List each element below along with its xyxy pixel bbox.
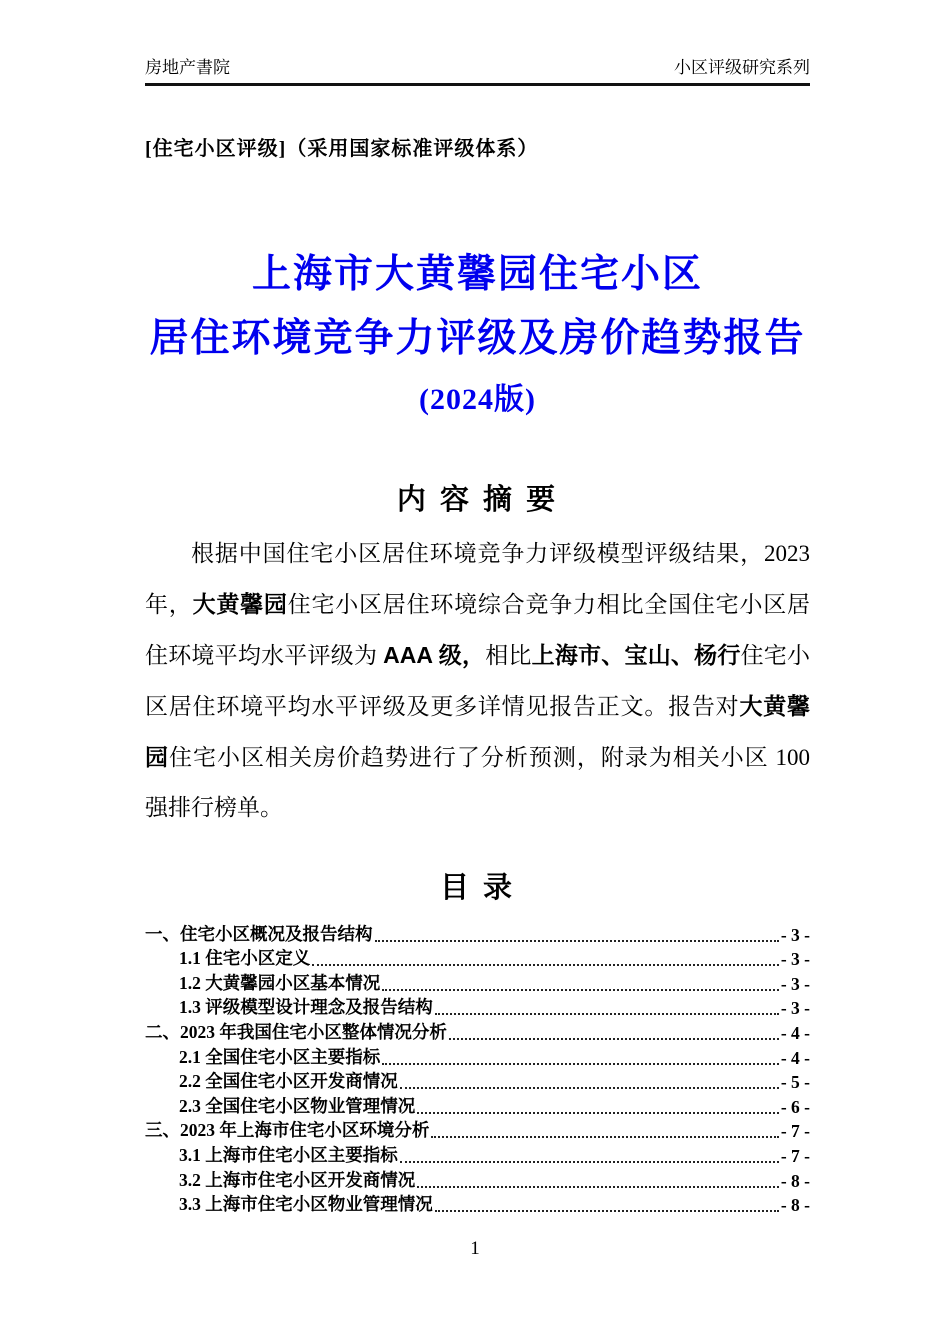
- toc-entry-label: 三、2023 年上海市住宅小区环境分析: [145, 1120, 430, 1141]
- abstract-text-run: 住宅小区居住环境平均水平评级及更多详情见报告正文。报告对: [145, 643, 811, 719]
- toc-entry-label: 3.2 上海市住宅小区开发商情况: [179, 1169, 416, 1190]
- toc-entry: [145, 921, 810, 946]
- toc-entry-label: 2.3 全国住宅小区物业管理情况: [179, 1095, 416, 1116]
- toc-heading: 目 录: [439, 872, 516, 904]
- toc-entry: [145, 995, 810, 1020]
- toc-entry-page: - 8 -: [780, 1170, 810, 1191]
- abstract-heading: 内 容 摘 要: [396, 484, 559, 516]
- toc-entry-page: - 4 -: [780, 1047, 810, 1068]
- abstract-text-run: 相比: [485, 643, 532, 668]
- toc-entry: [145, 1069, 810, 1094]
- toc-entry: [145, 1192, 810, 1217]
- toc-list: [145, 921, 810, 1216]
- abstract-bold-run: 大黄馨园: [145, 693, 811, 770]
- toc-entry-label: 1.2 大黄馨园小区基本情况: [179, 972, 381, 993]
- report-title-line1: 上海市大黄馨园住宅小区: [251, 253, 703, 296]
- page-header: [145, 57, 810, 86]
- abstract-text-run: 住宅小区居住环境综合竞争力相比全国住宅小区居住环境平均水平评级为: [145, 592, 811, 668]
- abstract-paragraph: [145, 529, 810, 833]
- abstract-text-run: 住宅小区相关房价趋势进行了分析预测，附录为相关小区 100 强排行榜单。: [145, 745, 811, 820]
- toc-entry-page: - 3 -: [780, 924, 810, 945]
- rating-system-tagline: [住宅小区评级]（采用国家标准评级体系）: [145, 138, 539, 160]
- toc-entry-label: 二、2023 年我国住宅小区整体情况分析: [145, 1021, 447, 1042]
- abstract-bold-run: AAA 级，: [383, 642, 486, 668]
- toc-entry-label: 2.1 全国住宅小区主要指标: [179, 1046, 381, 1067]
- toc-dotted-leader: [431, 1136, 778, 1138]
- toc-entry-page: - 5 -: [780, 1072, 810, 1093]
- toc-entry-page: - 4 -: [780, 1022, 810, 1043]
- toc-dotted-leader: [417, 1186, 779, 1188]
- toc-entry-label: 1.3 评级模型设计理念及报告结构: [179, 997, 433, 1018]
- toc-entry-page: - 8 -: [780, 1195, 810, 1216]
- toc-dotted-leader: [312, 964, 779, 966]
- toc-dotted-leader: [449, 1038, 779, 1040]
- toc-entry: [145, 1044, 810, 1069]
- toc-dotted-leader: [400, 1087, 779, 1089]
- toc-entry-label: 一、住宅小区概况及报告结构: [145, 923, 373, 944]
- toc-entry-page: - 3 -: [780, 998, 810, 1019]
- toc-entry: [145, 1093, 810, 1118]
- report-title-line2: 居住环境竞争力评级及房价趋势报告: [149, 317, 806, 360]
- toc-entry-label: 1.1 住宅小区定义: [179, 948, 311, 969]
- toc-entry: [145, 1118, 810, 1143]
- header-right-text: 小区评级研究系列: [674, 58, 810, 77]
- report-title: [145, 243, 810, 423]
- toc-entry-label: 3.1 上海市住宅小区主要指标: [179, 1144, 398, 1165]
- header-left-text: 房地产書院: [145, 58, 230, 77]
- toc-entry-page: - 3 -: [780, 973, 810, 994]
- toc-dotted-leader: [375, 940, 779, 942]
- toc-dotted-leader: [382, 1063, 779, 1065]
- toc-entry: [145, 970, 810, 995]
- toc-entry: [145, 946, 810, 971]
- toc-entry-page: - 3 -: [780, 949, 810, 970]
- report-title-edition: (2024版): [419, 383, 536, 416]
- toc-entry-page: - 6 -: [780, 1096, 810, 1117]
- abstract-bold-run: 上海市、宝山、杨行: [531, 642, 741, 668]
- toc-entry: [145, 1019, 810, 1044]
- toc-dotted-leader: [435, 1210, 779, 1212]
- toc-entry: [145, 1167, 810, 1192]
- toc-dotted-leader: [382, 989, 779, 991]
- toc-dotted-leader: [417, 1112, 779, 1114]
- toc-entry: [145, 1142, 810, 1167]
- page-number: 1: [470, 1238, 480, 1259]
- toc-entry-page: - 7 -: [780, 1121, 810, 1142]
- toc-dotted-leader: [435, 1013, 779, 1015]
- toc-entry-page: - 7 -: [780, 1145, 810, 1166]
- toc-entry-label: 3.3 上海市住宅小区物业管理情况: [179, 1194, 433, 1215]
- toc-entry-label: 2.2 全国住宅小区开发商情况: [179, 1071, 398, 1092]
- toc-dotted-leader: [400, 1161, 779, 1163]
- abstract-bold-run: 大黄馨园: [192, 591, 288, 617]
- abstract-text-run: 根据中国住宅小区居住环境竞争力评级模型评级结果，2023 年，: [145, 541, 810, 617]
